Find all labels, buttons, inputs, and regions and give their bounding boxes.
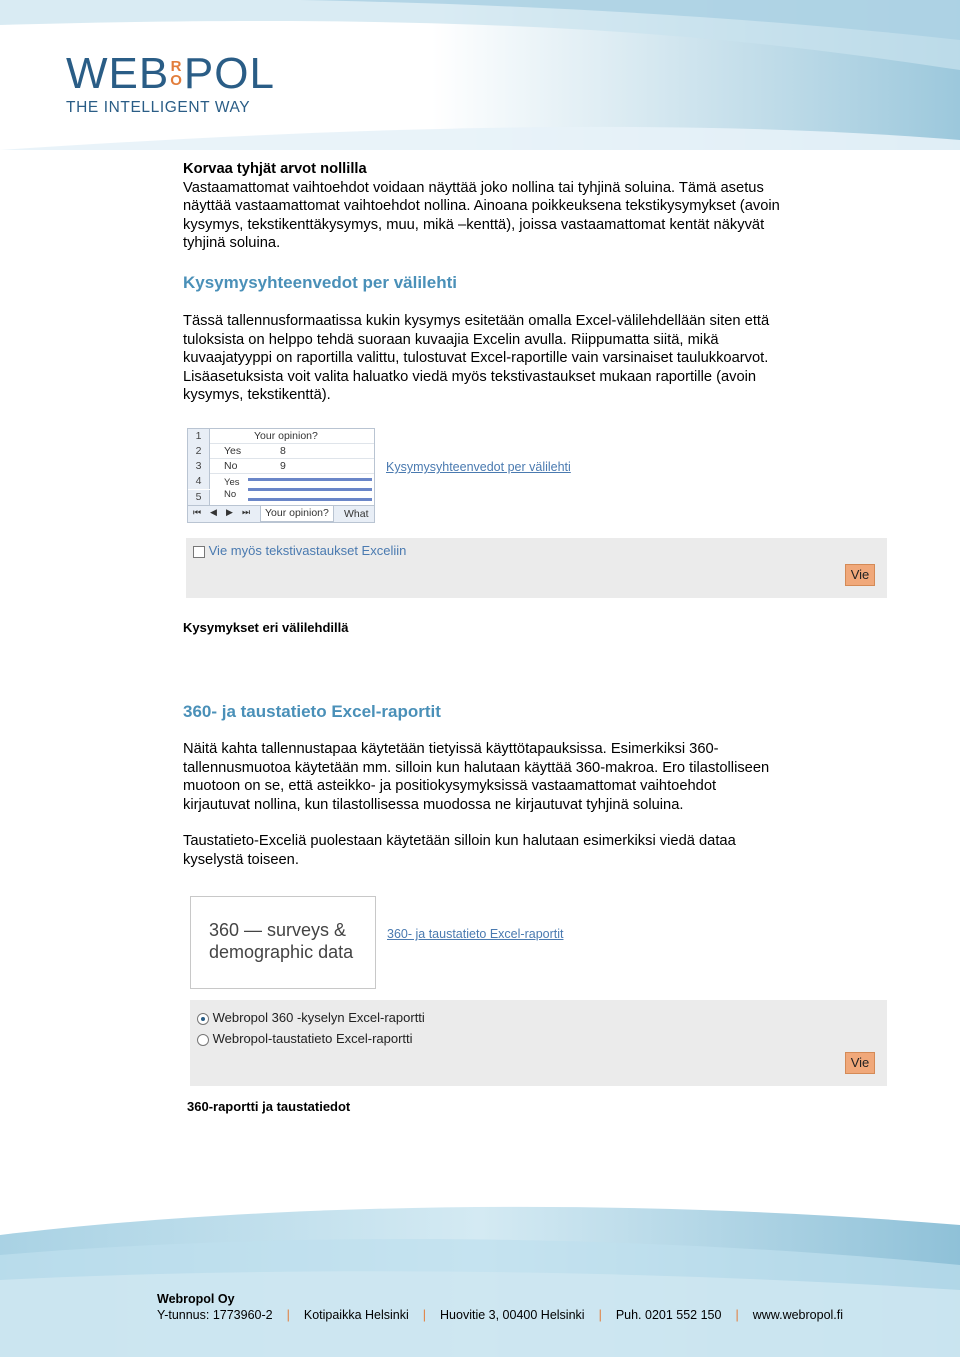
excel-row-number: 3 [188, 459, 210, 474]
excel-chart-bar [248, 498, 372, 501]
export-panel-360 [190, 1000, 887, 1086]
footer-address: Huovitie 3, 00400 Helsinki [440, 1308, 585, 1322]
excel-row [188, 459, 374, 474]
footer-info [157, 1308, 843, 1322]
footer-separator: | [422, 1308, 427, 1322]
webropol-logo [66, 49, 275, 117]
text-answers-option[interactable] [193, 543, 406, 558]
logo-ro-bottom: O [170, 72, 183, 89]
radio-background-label: Webropol-taustatieto Excel-raportti [212, 1031, 413, 1046]
next-sheet-icon[interactable]: ▶ [226, 507, 233, 517]
section1-line: Vastaamattomat vaihtoehdot voidaan näyttää joko nollina tai tyhjinä soluina. Tämä asetus [183, 179, 764, 196]
excel-cell-a: No [224, 489, 237, 500]
section3-line: Näitä kahta tallennustapaa käytetään tietyissä käyttötapauksissa. Esimerkiksi 360- [183, 741, 719, 757]
excel-row [188, 444, 374, 459]
radio-360-selected[interactable] [197, 1013, 209, 1025]
figure-caption: Kysymykset eri välilehdillä [183, 620, 349, 635]
radio-360-label: Webropol 360 -kyselyn Excel-raportti [212, 1010, 425, 1025]
excel-cell-a: Yes [224, 477, 240, 488]
section2-line: kysymys, tekstikenttä). [183, 387, 331, 403]
logo-tagline: THE INTELLIGENT WAY [66, 99, 251, 116]
footer-company: Webropol Oy [157, 1292, 235, 1306]
excel-cell-a: No [224, 460, 238, 472]
excel-cell-b: Your opinion? [254, 430, 318, 442]
excel-thumbnail [187, 428, 375, 523]
section2-line: kuvaajatyyppi on raportilla valittu, tulostuvat Excel-raportille vain varsinaiset taulukkoarvot. [183, 350, 769, 366]
logo-ro [170, 60, 183, 88]
section1-heading: Korvaa tyhjät arvot nollilla [183, 161, 367, 177]
section3-body [183, 740, 843, 869]
prev-sheet-icon[interactable]: ◀ [210, 507, 217, 517]
excel-cell-b: 8 [280, 445, 286, 457]
section1-line: tyhjinä soluina. [183, 235, 281, 251]
export-button[interactable]: Vie [845, 1052, 875, 1074]
radio-background[interactable] [197, 1034, 209, 1046]
logo-text-right: POL [183, 49, 275, 98]
footer-ytunnus: Y-tunnus: 1773960-2 [157, 1308, 273, 1322]
excel-row-number: 2 [188, 444, 210, 459]
section1-line: kysymys, tekstikenttäkysymys, muu, mikä –kenttä), joissa vastaamattomat kentät näkyvät [183, 216, 765, 233]
excel-sheet-tabs [188, 505, 374, 522]
figure-caption: 360-raportti ja taustatiedot [187, 1099, 351, 1114]
360-report-tile[interactable] [190, 896, 376, 989]
text-answers-label: Vie myös tekstivastaukset Exceliin [208, 543, 407, 558]
section2-line: tuloksista on helppo tehdä suoraan kuvaajia Excelin avulla. Riippumatta siitä, mikä [183, 331, 719, 348]
excel-chart-rows [188, 474, 374, 506]
excel-cell-b: 9 [280, 460, 286, 472]
radio-option-360[interactable] [197, 1010, 425, 1025]
section1-line: näyttää vastaamattomat vaihtoehdot nollina. Ainoana poikkeuksena tekstikysymykset (avoin [183, 198, 780, 214]
export-button[interactable]: Vie [845, 564, 875, 586]
excel-cell-a: Yes [224, 445, 242, 457]
footer-separator: | [598, 1308, 602, 1322]
sheet-tab[interactable]: What [344, 508, 369, 520]
section3-line: kyselystä toiseen. [183, 851, 299, 868]
radio-option-background[interactable] [197, 1031, 413, 1046]
section3-heading-wrap [183, 702, 843, 722]
section3-heading: 360- ja taustatieto Excel-raportit [183, 702, 441, 721]
excel-chart-bar [248, 478, 372, 481]
logo-text-left: WEB [66, 49, 170, 98]
section2-heading: Kysymysyhteenvedot per välilehti [183, 273, 458, 292]
section3-line: Taustatieto-Exceliä puolestaan käytetään silloin kun halutaan esimerkiksi viedä dataa [183, 833, 736, 849]
section3-line: kirjautuvat nollina, kun tilastollisessa muodossa ne kirjautuvat tyhjinä soluina. [183, 796, 684, 813]
section3-line: tallennusmuotoa käytetään mm. silloin kun halutaan käyttää 360-makroa. Ero tilastolliseen [183, 759, 770, 776]
footer-separator: | [735, 1308, 739, 1322]
section2-heading-wrap [183, 273, 843, 293]
footer-phone: Puh. 0201 552 150 [615, 1308, 722, 1322]
excel-chart-bar [248, 488, 372, 491]
section2-line: Lisäasetuksista voit valita haluatko viedä myös tekstivastaukset mukaan raportille (avoin [183, 368, 757, 385]
360-report-link[interactable]: 360- ja taustatieto Excel-raportit [387, 927, 564, 941]
footer-kotipaikka: Kotipaikka Helsinki [303, 1308, 409, 1322]
excel-row [188, 429, 374, 444]
logo-ro-top: R [170, 58, 183, 75]
section2-body [183, 312, 843, 405]
excel-row-number: 4 [188, 474, 210, 489]
footer-separator: | [286, 1308, 290, 1322]
excel-row-number: 1 [188, 429, 210, 444]
sheet-tab[interactable]: Your opinion? [260, 506, 334, 522]
section2-line: Tässä tallennusformaatissa kukin kysymys esitetään omalla Excel-välilehdellään siten että [183, 313, 770, 329]
excel-row-number: 5 [188, 490, 210, 506]
export-panel [186, 538, 887, 598]
footer-background [0, 1195, 960, 1357]
tile-title-line: 360 — surveys & [209, 920, 347, 940]
footer-website-link[interactable]: www.webropol.fi [752, 1308, 844, 1322]
section3-line: muotoon on se, että asteikko- ja positiokysymyksissä vastaamattomat vaihtoehdot [183, 778, 717, 794]
tile-title-line: demographic data [209, 942, 354, 962]
last-sheet-icon[interactable]: ⏭ [242, 507, 251, 517]
export-option-link[interactable]: Kysymysyhteenvedot per välilehti [386, 460, 571, 474]
text-answers-checkbox[interactable] [193, 546, 205, 558]
first-sheet-icon[interactable]: ⏮ [193, 507, 202, 517]
section-empty-values [183, 160, 843, 253]
